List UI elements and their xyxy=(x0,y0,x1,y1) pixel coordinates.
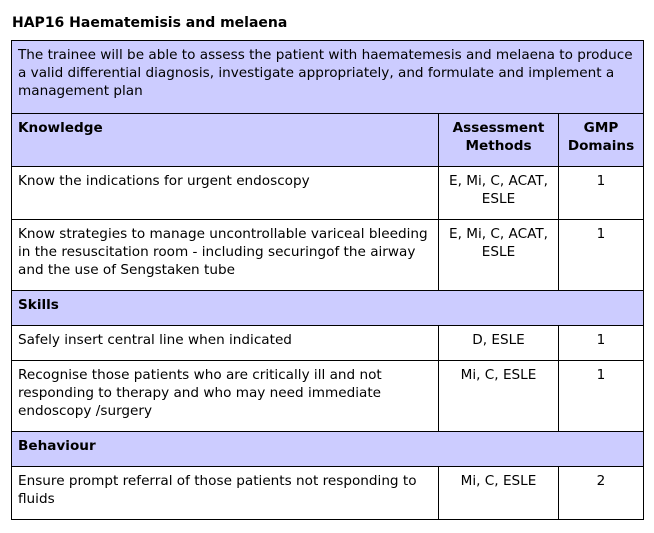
intro-text: The trainee will be able to assess the patient with haematemesis and melaena to produce a valid differential diagnosis, investigate appropriately, and formulate and implement a management plan xyxy=(12,41,644,114)
competency-text: Ensure prompt referral of those patients not responding to fluids xyxy=(12,467,439,520)
assessment-methods: Mi, C, ESLE xyxy=(439,467,559,520)
behaviour-header: Behaviour xyxy=(12,432,644,467)
document-title: HAP16 Haematemisis and melaena xyxy=(12,15,288,31)
table-row xyxy=(12,167,644,220)
competency-text: Safely insert central line when indicated xyxy=(12,326,439,361)
competency-text: Know strategies to manage uncontrollable variceal bleeding in the resuscitation room - including securingof the airway and the use of Sengstaken tube xyxy=(12,220,439,291)
table-row xyxy=(12,467,644,520)
competency-text: Know the indications for urgent endoscopy xyxy=(12,167,439,220)
gmp-domain: 1 xyxy=(559,167,644,220)
table-row xyxy=(12,220,644,291)
table-row xyxy=(12,361,644,432)
section-row-behaviour xyxy=(12,432,644,467)
skills-header: Skills xyxy=(12,291,644,326)
section-row-skills xyxy=(12,291,644,326)
assessment-methods-header: Assessment Methods xyxy=(439,114,559,167)
assessment-methods: D, ESLE xyxy=(439,326,559,361)
gmp-domain: 1 xyxy=(559,220,644,291)
knowledge-header: Knowledge xyxy=(12,114,439,167)
gmp-domain: 1 xyxy=(559,361,644,432)
gmp-domains-header: GMP Domains xyxy=(559,114,644,167)
intro-row xyxy=(12,41,644,114)
competency-table xyxy=(11,40,644,520)
gmp-domain: 2 xyxy=(559,467,644,520)
table-row xyxy=(12,326,644,361)
competency-text: Recognise those patients who are critically ill and not responding to therapy and who may need immediate endoscopy /surgery xyxy=(12,361,439,432)
assessment-methods: Mi, C, ESLE xyxy=(439,361,559,432)
header-row xyxy=(12,114,644,167)
assessment-methods: E, Mi, C, ACAT, ESLE xyxy=(439,220,559,291)
assessment-methods: E, Mi, C, ACAT, ESLE xyxy=(439,167,559,220)
gmp-domain: 1 xyxy=(559,326,644,361)
